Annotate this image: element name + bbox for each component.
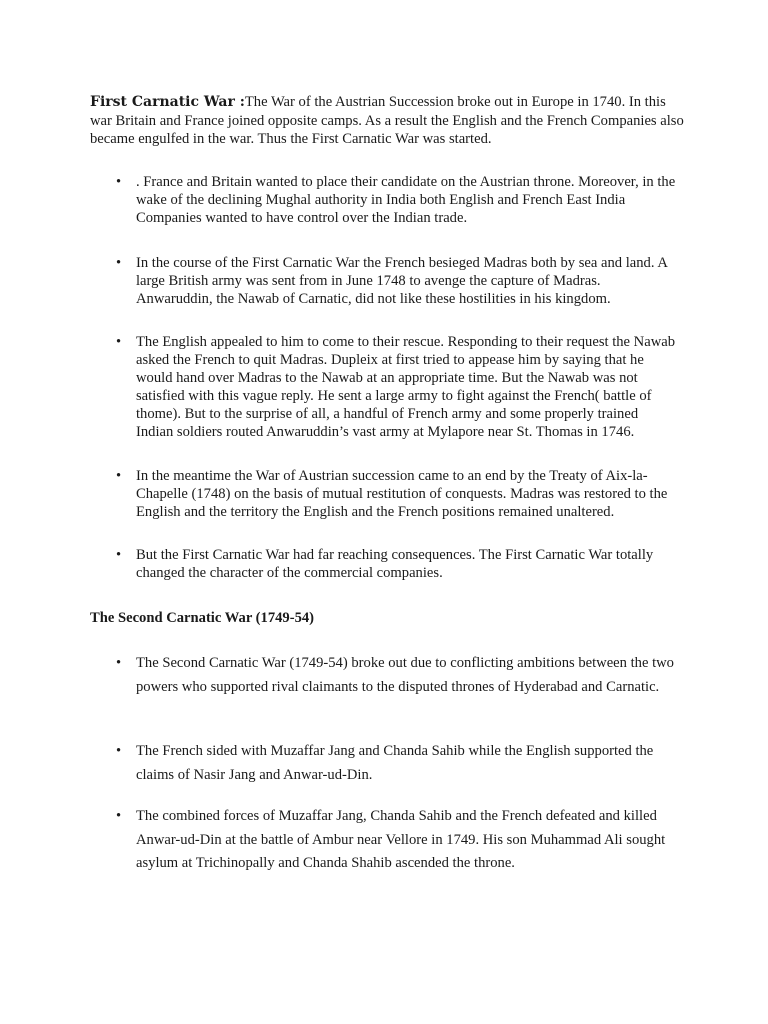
bullet-icon: •: [116, 655, 122, 671]
first-war-heading: First Carnatic War :: [90, 94, 245, 110]
list-item-text: In the meantime the War of Austrian succession came to an end by the Treaty of Aix-la-Chapelle (1748) on the basis of mutual restitution of conquests. Madras was restored to the English and the territory the English and the French positions remained unaltered.: [136, 468, 668, 520]
bullet-icon: •: [116, 743, 122, 759]
list-item-text: The French sided with Muzaffar Jang and Chanda Sahib while the English supported the claims of Nasir Jang and Anwar-ud-Din.: [136, 743, 654, 783]
list-item-text: In the course of the First Carnatic War the French besieged Madras both by sea and land. A large British army was sent from in June 1748 to avenge the capture of Madras. Anwaruddin, the Nawab of Carnatic, did not like these hostilities in his kingdom.: [136, 255, 668, 307]
list-item-text: But the First Carnatic War had far reaching consequences. The First Carnatic War totally changed the character of the commercial companies.: [136, 547, 654, 581]
list-item-text: . France and Britain wanted to place their candidate on the Austrian throne. Moreover, in the wake of the declining Mughal authority in India both English and French East India Companies wanted to have control over the Indian trade.: [136, 174, 676, 226]
bullet-icon: •: [116, 468, 122, 484]
list-item-text: The combined forces of Muzaffar Jang, Chanda Sahib and the French defeated and killed Anwar-ud-Din at the battle of Ambur near Vellore in 1749. His son Muhammad Ali sought asylum at Trichinopally and Chanda Shahib ascended the throne.: [136, 808, 666, 871]
bullet-icon: •: [116, 174, 122, 190]
bullet-icon: •: [116, 255, 122, 271]
bullet-icon: •: [116, 334, 122, 350]
bullet-icon: •: [116, 547, 122, 563]
list-item-text: The Second Carnatic War (1749-54) broke out due to conflicting ambitions between the two powers who supported rival claimants to the disputed thrones of Hyderabad and Carnatic.: [136, 655, 674, 695]
list-item-text: The English appealed to him to come to their rescue. Responding to their request the Nawab asked the French to quit Madras. Dupleix at first tried to appease him by saying that he would hand over Madras to the Nawab at an appropriate time. But the Nawab was not satisfied with this vague reply. He sent a large army to fight against the French( battle of thome). But to the surprise of all, a handful of French army and some properly trained Indian soldiers routed Anwaruddin’s vast army at Mylapore near St. Thomas in 1746.: [136, 334, 676, 440]
second-war-heading: The Second Carnatic War (1749-54): [90, 610, 315, 626]
intro-text: The War of the Austrian Succession broke out in Europe in 1740. In this war Britain and France joined opposite camps. As a result the English and the French Companies also became engulfed in the war. Thus the First Carnatic War was started.: [90, 94, 684, 147]
intro-paragraph: [90, 93, 690, 149]
bullet-icon: •: [116, 808, 122, 824]
